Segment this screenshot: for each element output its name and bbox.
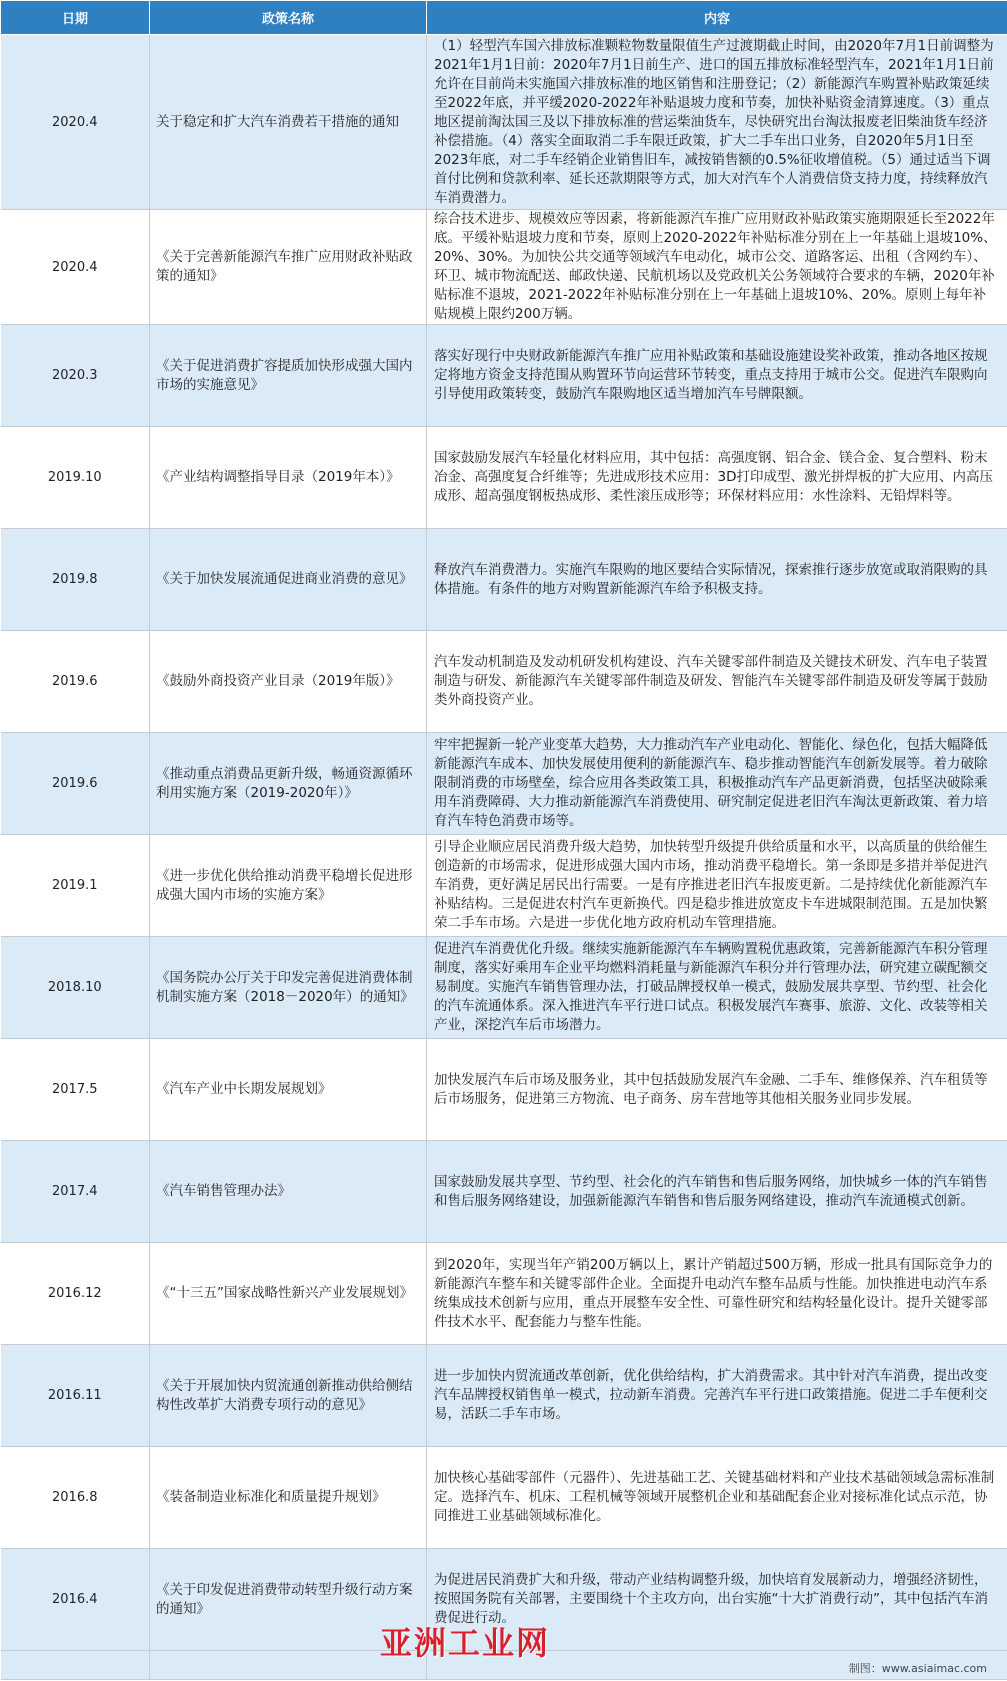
date-cell: 2019.6	[1, 733, 150, 835]
table-row	[1, 1447, 1007, 1549]
policy-name-cell: 《国务院办公厅关于印发完善促进消费体制机制实施方案（2018－2020年）的通知》	[150, 937, 427, 1039]
table-row	[1, 210, 1007, 325]
content-cell: 为促进居民消费扩大和升级，带动产业结构调整升级，加快培育发展新动力，增强经济韧性，按照国务院有关部署，主要围绕十个主攻方向，出台实施“十大扩消费行动”，其中包括汽车消费促进行动。	[427, 1549, 1007, 1651]
date-cell: 2017.4	[1, 1141, 150, 1243]
table-row	[1, 35, 1007, 210]
empty-cell	[1, 1651, 150, 1680]
date-cell: 2016.4	[1, 1549, 150, 1651]
date-cell: 2016.8	[1, 1447, 150, 1549]
date-cell: 2019.6	[1, 631, 150, 733]
policy-name-cell: 关于稳定和扩大汽车消费若干措施的通知	[150, 35, 427, 210]
date-cell: 2020.3	[1, 325, 150, 427]
table-row	[1, 631, 1007, 733]
policy-name-cell: 《关于开展加快内贸流通创新推动供给侧结构性改革扩大消费专项行动的意见》	[150, 1345, 427, 1447]
content-cell: 汽车发动机制造及发动机研发机构建设、汽车关键零部件制造及关键技术研发、汽车电子装置制造与研发、新能源汽车关键零部件制造及研发、智能汽车关键零部件制造及研发等属于鼓励类外商投资产业。	[427, 631, 1007, 733]
chart-credit: 制图：www.asiaimac.com	[848, 1662, 987, 1675]
content-cell: 加快发展汽车后市场及服务业，其中包括鼓励发展汽车金融、二手车、维修保养、汽车租赁等后市场服务，促进第三方物流、电子商务、房车营地等其他相关服务业同步发展。	[427, 1039, 1007, 1141]
policy-name-cell: 《装备制造业标准化和质量提升规划》	[150, 1447, 427, 1549]
content-cell: 释放汽车消费潜力。实施汽车限购的地区要结合实际情况，探索推行逐步放宽或取消限购的具体措施。有条件的地方对购置新能源汽车给予积极支持。	[427, 529, 1007, 631]
content-cell: 国家鼓励发展汽车轻量化材料应用，其中包括：高强度钢、铝合金、镁合金、复合塑料、粉末冶金、高强度复合纤维等；先进成形技术应用：3D打印成型、激光拼焊板的扩大应用、内高压成形、超高强度钢板热成形、柔性滚压成形等；环保材料应用：水性涂料、无铅焊料等。	[427, 427, 1007, 529]
table-row	[1, 1141, 1007, 1243]
policy-name-cell: 《推动重点消费品更新升级，畅通资源循环利用实施方案（2019-2020年）》	[150, 733, 427, 835]
policy-name-cell: 《关于加快发展流通促进商业消费的意见》	[150, 529, 427, 631]
table-row	[1, 325, 1007, 427]
date-cell: 2016.12	[1, 1243, 150, 1345]
policy-name-cell: 《关于促进消费扩容提质加快形成强大国内市场的实施意见》	[150, 325, 427, 427]
content-cell: 促进汽车消费优化升级。继续实施新能源汽车车辆购置税优惠政策，完善新能源汽车积分管理制度，落实好乘用车企业平均燃料消耗量与新能源汽车积分并行管理办法，研究建立碳配额交易制度。实施汽车销售管理办法，打破品牌授权单一模式，鼓励发展共享型、节约型、社会化的汽车流通体系。深入推进汽车平行进口试点。积极发展汽车赛事、旅游、文化、改装等相关产业，深挖汽车后市场潜力。	[427, 937, 1007, 1039]
site-logo-watermark: 亚洲工业网	[380, 1624, 551, 1662]
content-cell: （1）轻型汽车国六排放标准颗粒物数量限值生产过渡期截止时间，由2020年7月1日前调整为2021年1月1日前：2020年7月1日前生产、进口的国五排放标准轻型汽车，2021年1月1日前允许在目前尚未实施国六排放标准的地区销售和注册登记；（2）新能源汽车购置补贴政策延续至2022年底，并平缓2020-2022年补贴退坡力度和节奏，加快补贴资金清算速度。（3）重点地区提前淘汰国三及以下排放标准的营运柴油货车，尽快研究出台淘汰报废老旧柴油货车经济补偿措施。（4）落实全面取消二手车限迁政策，扩大二手车出口业务，自2020年5月1日至2023年底，对二手车经销企业销售旧车，减按销售额的0.5%征收增值税。（5）通过适当下调首付比例和贷款利率、延长还款期限等方式，加大对汽车个人消费信贷支持力度，持续释放汽车消费潜力。	[427, 35, 1007, 210]
date-cell: 2018.10	[1, 937, 150, 1039]
policy-name-cell: 《进一步优化供给推动消费平稳增长促进形成强大国内市场的实施方案》	[150, 835, 427, 937]
table-row	[1, 937, 1007, 1039]
policy-name-cell: 《鼓励外商投资产业目录（2019年版）》	[150, 631, 427, 733]
header-policy-name: 政策名称	[150, 1, 427, 35]
policy-name-cell: 《“十三五”国家战略性新兴产业发展规划》	[150, 1243, 427, 1345]
header-content: 内容	[427, 1, 1007, 35]
content-cell: 牢牢把握新一轮产业变革大趋势，大力推动汽车产业电动化、智能化、绿色化，包括大幅降低新能源汽车成本、加快发展使用便利的新能源汽车、稳步推动智能汽车创新发展等。着力破除限制消费的市场壁垒，综合应用各类政策工具，积极推动汽车产品更新消费，包括坚决破除乘用车消费障碍、大力推动新能源汽车消费使用、研究制定促进老旧汽车淘汰更新政策、着力培育汽车特色消费市场等。	[427, 733, 1007, 835]
date-cell: 2019.10	[1, 427, 150, 529]
table-row	[1, 835, 1007, 937]
table-header-row	[1, 1, 1007, 35]
content-cell: 落实好现行中央财政新能源汽车推广应用补贴政策和基础设施建设奖补政策，推动各地区按规定将地方资金支持范围从购置环节向运营环节转变，重点支持用于城市公交。促进汽车限购向引导使用政策转变，鼓励汽车限购地区适当增加汽车号牌限额。	[427, 325, 1007, 427]
content-cell: 国家鼓励发展共享型、节约型、社会化的汽车销售和售后服务网络，加快城乡一体的汽车销售和售后服务网络建设，加强新能源汽车销售和售后服务网络建设，推动汽车流通模式创新。	[427, 1141, 1007, 1243]
content-cell: 引导企业顺应居民消费升级大趋势，加快转型升级提升供给质量和水平，以高质量的供给催生创造新的市场需求，促进形成强大国内市场，推动消费平稳增长。第一条即是多措并举促进汽车消费，更好满足居民出行需要。一是有序推进老旧汽车报废更新。二是持续优化新能源汽车补贴结构。三是促进农村汽车更新换代。四是稳步推进放宽皮卡车进城限制范围。五是加快繁荣二手车市场。六是进一步优化地方政府机动车管理措施。	[427, 835, 1007, 937]
policy-name-cell: 《关于印发促进消费带动转型升级行动方案的通知》	[150, 1549, 427, 1651]
date-cell: 2020.4	[1, 35, 150, 210]
date-cell: 2019.8	[1, 529, 150, 631]
content-cell: 进一步加快内贸流通改革创新，优化供给结构，扩大消费需求。其中针对汽车消费，提出改变汽车品牌授权销售单一模式，拉动新车消费。完善汽车平行进口政策措施。促进二手车便利交易，活跃二手车市场。	[427, 1345, 1007, 1447]
table-row	[1, 1243, 1007, 1345]
table-row	[1, 733, 1007, 835]
content-cell: 加快核心基础零部件（元器件）、先进基础工艺、关键基础材料和产业技术基础领域急需标准制定。选择汽车、机床、工程机械等领域开展整机企业和基础配套企业对接标准化试点示范，协同推进工业基础领域标准化。	[427, 1447, 1007, 1549]
table-row	[1, 529, 1007, 631]
date-cell: 2016.11	[1, 1345, 150, 1447]
date-cell: 2020.4	[1, 210, 150, 325]
policy-name-cell: 《产业结构调整指导目录（2019年本）》	[150, 427, 427, 529]
content-cell: 综合技术进步、规模效应等因素，将新能源汽车推广应用财政补贴政策实施期限延长至2022年底。平缓补贴退坡力度和节奏，原则上2020-2022年补贴标准分别在上一年基础上退坡10%、20%、30%。为加快公共交通等领域汽车电动化，城市公交、道路客运、出租（含网约车）、环卫、城市物流配送、邮政快递、民航机场以及党政机关公务领域符合要求的车辆，2020年补贴标准不退坡，2021-2022年补贴标准分别在上一年基础上退坡10%、20%。原则上每年补贴规模上限约200万辆。	[427, 210, 1007, 325]
policy-name-cell: 《关于完善新能源汽车推广应用财政补贴政策的通知》	[150, 210, 427, 325]
table-row	[1, 1039, 1007, 1141]
content-cell: 到2020年，实现当年产销200万辆以上，累计产销超过500万辆，形成一批具有国际竞争力的新能源汽车整车和关键零部件企业。全面提升电动汽车整车品质与性能。加快推进电动汽车系统集成技术创新与应用，重点开展整车安全性、可靠性研究和结构轻量化设计。提升关键零部件技术水平、配套能力与整车性能。	[427, 1243, 1007, 1345]
policy-name-cell: 《汽车销售管理办法》	[150, 1141, 427, 1243]
table-row	[1, 1345, 1007, 1447]
table-row	[1, 427, 1007, 529]
date-cell: 2017.5	[1, 1039, 150, 1141]
policy-name-cell: 《汽车产业中长期发展规划》	[150, 1039, 427, 1141]
date-cell: 2019.1	[1, 835, 150, 937]
header-date: 日期	[1, 1, 150, 35]
